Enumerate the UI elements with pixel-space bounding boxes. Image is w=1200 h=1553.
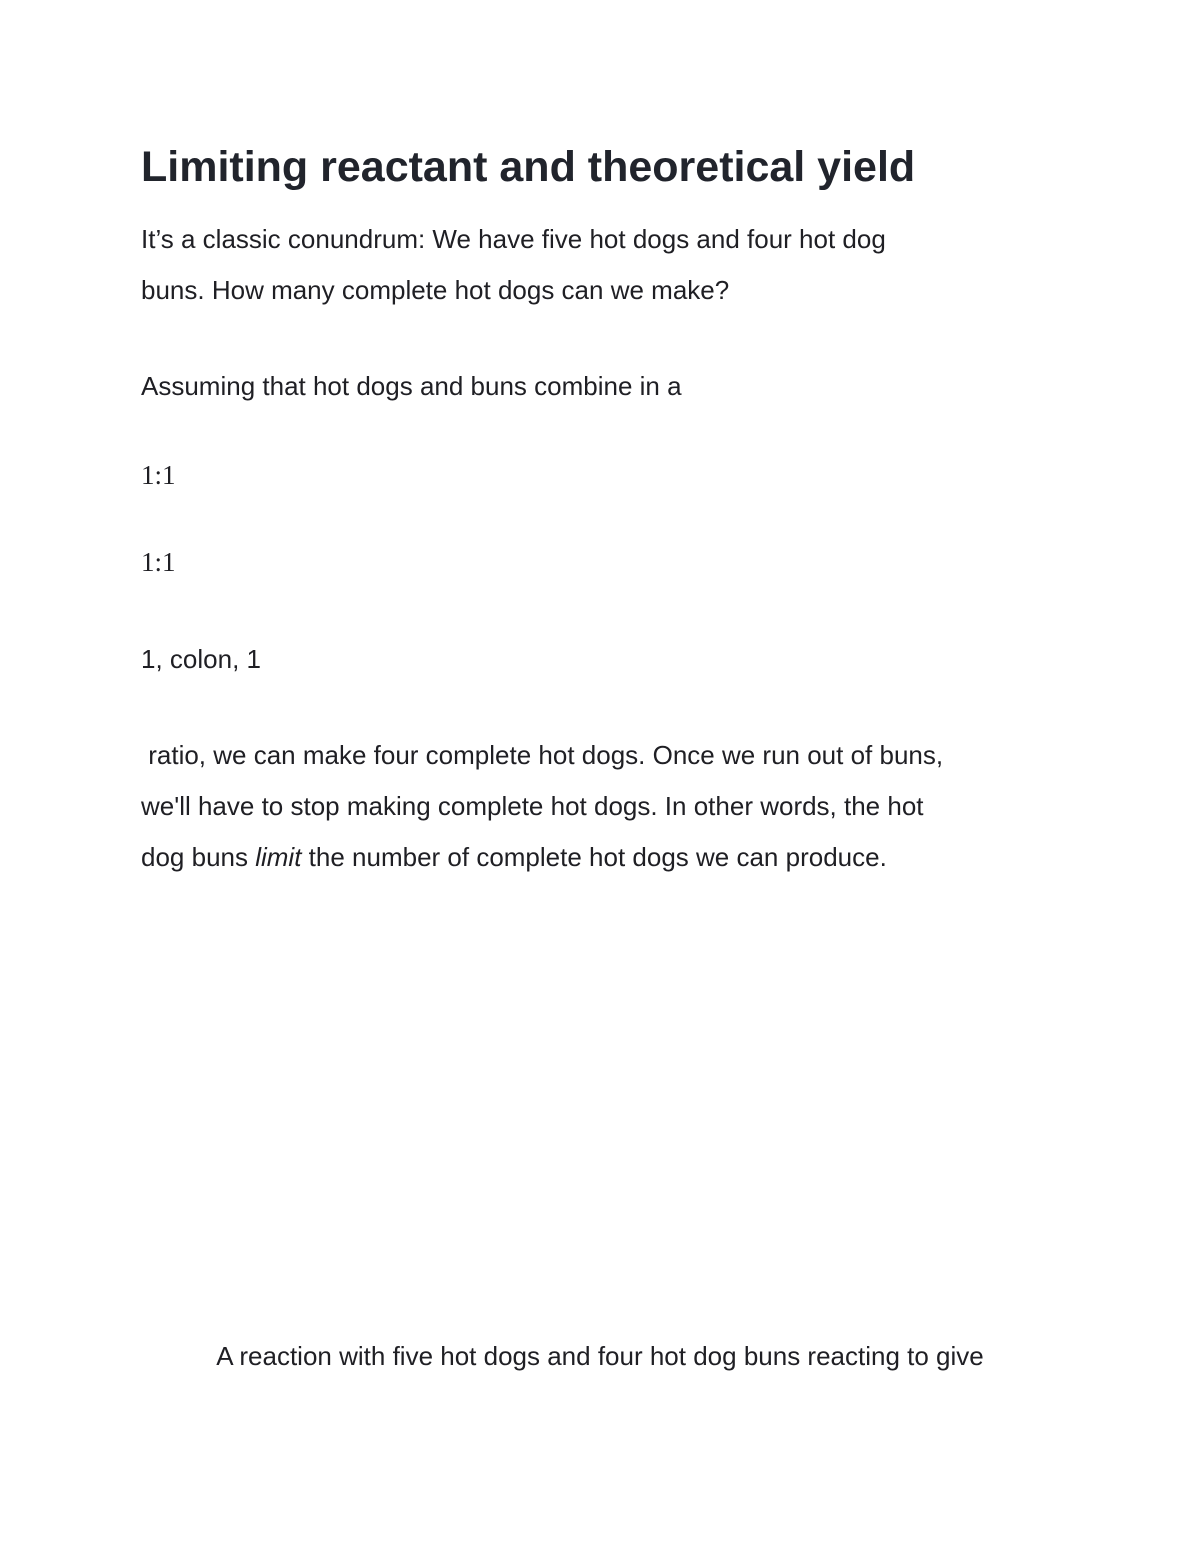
conclusion-line-1: ratio, we can make four complete hot dogs. Once we run out of buns, [141, 740, 944, 770]
conclusion-line-3-before: dog buns [141, 842, 256, 872]
figure-caption: A reaction with five hot dogs and four hot dog buns reacting to give [216, 1341, 984, 1371]
intro-line-1: It’s a classic conundrum: We have five hot dogs and four hot dog [141, 224, 886, 254]
assumption-text: Assuming that hot dogs and buns combine in a [141, 371, 682, 401]
ratio-math-2: 1:1 [141, 547, 176, 577]
emphasis-limit: limit [255, 842, 302, 872]
conclusion-line-3 [141, 832, 943, 883]
ratio-spoken-text: 1, colon, 1 [141, 644, 261, 674]
ratio-math-1: 1:1 [141, 460, 176, 490]
conclusion-line-3-after: the number of complete hot dogs we can produce. [301, 842, 887, 872]
page-title: Limiting reactant and theoretical yield [141, 143, 916, 191]
conclusion-paragraph [141, 730, 943, 883]
conclusion-line-2: we'll have to stop making complete hot dogs. In other words, the hot [141, 791, 924, 821]
intro-paragraph [141, 214, 886, 316]
intro-line-2: buns. How many complete hot dogs can we make? [141, 275, 730, 305]
